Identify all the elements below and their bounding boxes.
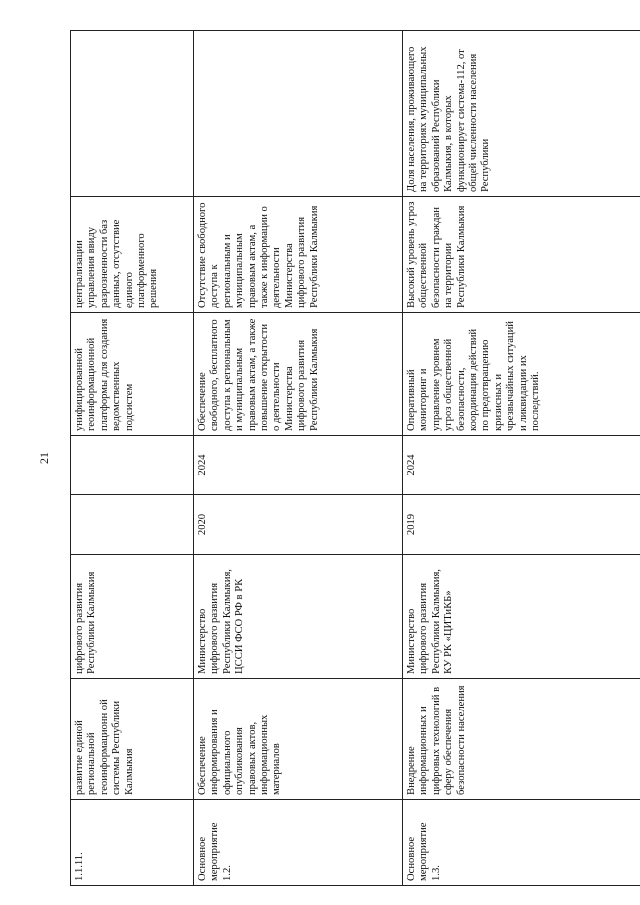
table-row [403,31,640,886]
cell-consequences: Отсутствие свободного доступа к региональным и муниципальным правовым актам, а также к информации о деятельности Министерства цифрового развития Республики Калмыкия [194,197,403,313]
page-number: 21 [37,452,51,464]
cell-number: Основное мероприятие 1.3. [403,800,640,886]
cell-expected-result: Обеспечение свободного, бесплатного доступа к региональным и муниципальным правовым актам, а также повышение открытости о деятельности Министерства цифрового развития Республики Калмыкия [194,313,403,436]
cell-indicator [71,31,194,197]
cell-number: 1.1.11. [71,800,194,886]
table-row [194,31,403,886]
table-row [71,31,194,886]
cell-activity: Внедрение информационных и цифровых технологий в сферу обеспечения безопасности населения [403,679,640,800]
cell-number: Основное мероприятие 1.2. [194,800,403,886]
cell-responsible: Министерство цифрового развития Республики Калмыкия, ЦССИ ФСО РФ в РК [194,555,403,679]
cell-responsible: цифрового развития Республики Калмыкия [71,555,194,679]
cell-end-year: 2024 [194,436,403,495]
cell-responsible: Министерство цифрового развития Республики Калмыкия, КУ РК «ЦИТиКБ» [403,555,640,679]
cell-start-year: 2019 [403,495,640,555]
cell-indicator [194,31,403,197]
cell-indicator: Доля населения, проживающего на территориях муниципальных образований Республики Калмыкия, в которых функционирует система-112, от общей численности населения Республики [403,31,640,197]
program-table [70,30,640,886]
cell-consequences: Высокий уровень угроз общественной безопасности граждан на территории Республики Калмыкия [403,197,640,313]
cell-start-year: 2020 [194,495,403,555]
rotated-table-wrapper [70,31,628,886]
cell-end-year [71,436,194,495]
cell-expected-result: Оперативный мониторинг и управление уровнем угроз общественной безопасности, координация действий по предотвращению кризисных и чрезвычайных ситуаций и ликвидации их последствий. [403,313,640,436]
cell-activity: развитие единой региональной геоинформационн ой системы Республики Калмыкия [71,679,194,800]
cell-start-year [71,495,194,555]
cell-end-year: 2024 [403,436,640,495]
cell-activity: Обеспечение информирования и официального опубликования правовых актов, информационных материалов [194,679,403,800]
cell-consequences: централизации управления ввиду разрозненности баз данных, отсутствие единого платформенного решения [71,197,194,313]
cell-expected-result: унифицированной геоинформационной платформы для создания ведомственных подсистем [71,313,194,436]
